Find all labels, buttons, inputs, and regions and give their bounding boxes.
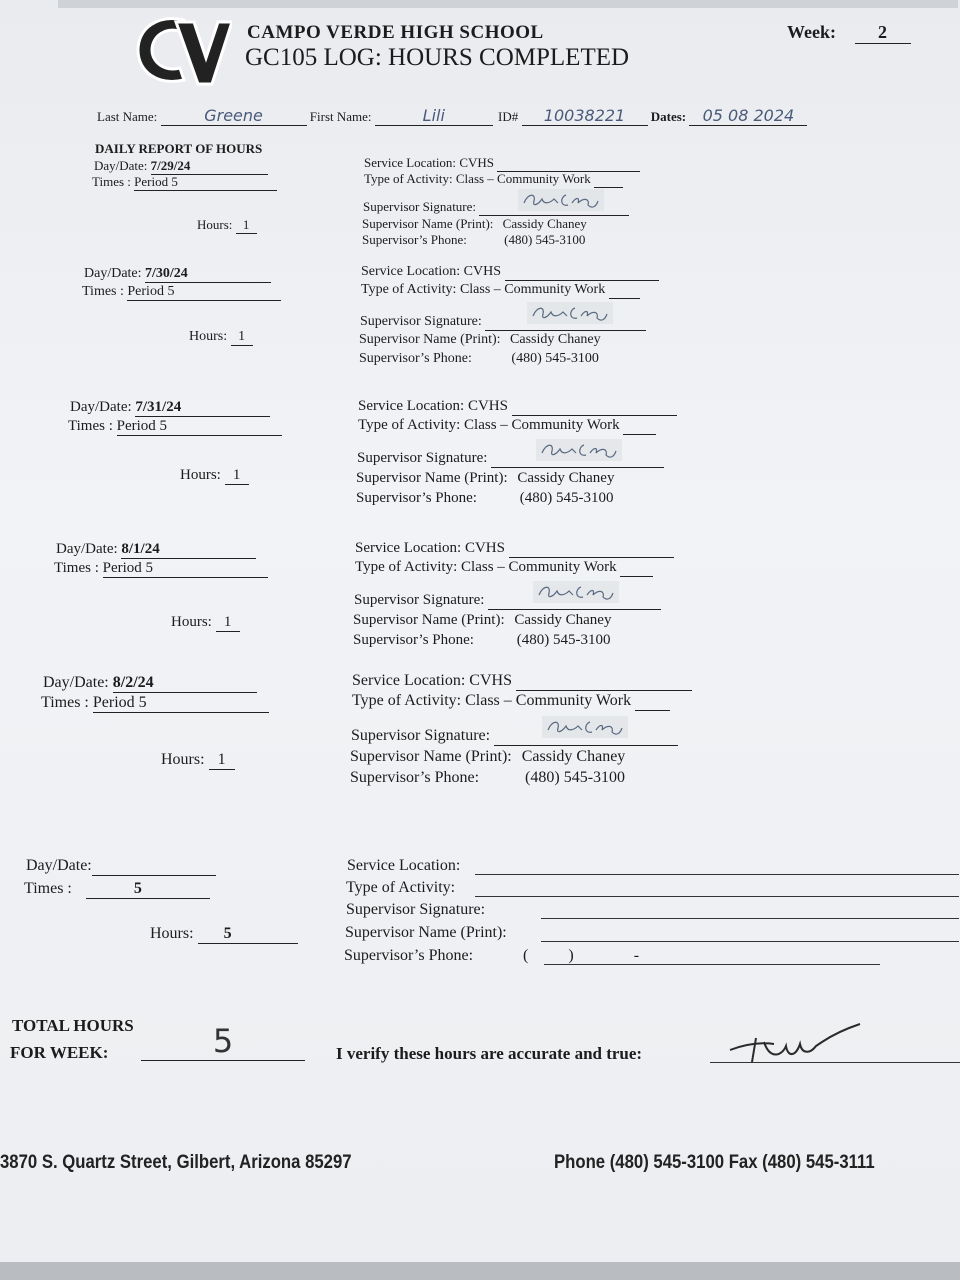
entry-hours-value: 1 — [231, 329, 253, 346]
day-date-label: Day/Date: — [43, 674, 109, 691]
footer-phone-fax: Phone (480) 545-3100 Fax (480) 545-3111 — [554, 1152, 875, 1173]
entry-supervisor-value: Cassidy Chaney — [517, 470, 615, 486]
day-date-label: Day/Date: — [84, 266, 142, 281]
dates-label: Dates: — [650, 109, 687, 124]
hours-label: Hours: — [197, 217, 233, 232]
entry-date-value: 8/1/24 — [121, 541, 256, 559]
entry-location-line — [512, 398, 677, 416]
phone-label: Supervisor’s Phone: — [362, 232, 467, 247]
entry-day-date — [94, 158, 268, 175]
entry-hours — [180, 467, 249, 485]
entry-supervisor-phone — [359, 351, 599, 367]
entry-supervisor-value: Cassidy Chaney — [502, 216, 587, 231]
service-location-label: Service Location: — [347, 857, 461, 874]
last-name-label: Last Name: — [97, 109, 158, 124]
entry-service-location — [358, 398, 677, 416]
entry-service-location — [355, 540, 674, 558]
blank-hours — [150, 925, 298, 944]
day-date-label: Day/Date: — [94, 158, 148, 173]
signature-label: Supervisor Signature: — [346, 901, 486, 918]
supervisor-signature-icon — [542, 716, 628, 738]
entry-phone-value: (480) 545-3100 — [516, 632, 611, 648]
times-label: Times : — [24, 880, 72, 897]
entry-signature — [351, 727, 678, 746]
times-label: Times : — [68, 418, 113, 434]
entry-date-value: 8/2/24 — [113, 674, 257, 693]
entry-service-location — [361, 264, 659, 281]
phone-label: Supervisor’s Phone: — [359, 351, 472, 366]
entry-times-value: Period 5 — [117, 418, 282, 436]
blank-service-location — [347, 857, 460, 875]
entry-activity-line — [609, 282, 640, 299]
section-title: DAILY REPORT OF HOURS — [95, 141, 263, 156]
entry-location-line — [497, 155, 640, 172]
entry-hours-value: 1 — [225, 467, 249, 485]
service-location-label: Service Location: — [364, 155, 457, 170]
entry-phone-value: (480) 545-3100 — [511, 351, 599, 366]
day-date-label: Day/Date: — [56, 541, 118, 557]
entry-activity — [361, 282, 640, 299]
entry-activity — [364, 171, 623, 188]
entry-times — [41, 694, 269, 713]
blank-supervisor-name-line — [541, 941, 959, 942]
entry-location-line — [516, 672, 692, 691]
blank-phone — [344, 947, 639, 965]
service-location-label: Service Location: — [358, 398, 465, 414]
entry-signature-line — [485, 314, 646, 331]
entry-times-value: Period 5 — [93, 694, 269, 713]
times-label: Times : — [82, 284, 124, 299]
entry-location-value: CVHS — [469, 672, 512, 689]
id-value: 10038221 — [522, 106, 648, 126]
student-signature-icon — [726, 1020, 866, 1066]
entry-hours-value: 1 — [209, 751, 235, 770]
supervisor-name-label: Supervisor Name (Print): — [353, 612, 505, 628]
service-location-label: Service Location: — [361, 264, 461, 279]
footer-address: 3870 S. Quartz Street, Gilbert, Arizona 85297 — [0, 1152, 352, 1173]
total-hours-field — [141, 1022, 305, 1061]
entry-location-line — [509, 540, 674, 558]
blank-phone-template: ( ) - — [523, 947, 640, 964]
id-label: ID# — [498, 109, 519, 124]
entry-supervisor-phone — [350, 769, 625, 787]
total-hours-label-1: TOTAL HOURS — [12, 1016, 134, 1035]
entry-day-date — [70, 399, 270, 417]
paper-edge — [58, 0, 958, 8]
entry-date-value: 7/30/24 — [145, 266, 271, 283]
blank-day-date-line — [92, 857, 216, 876]
entry-activity-value: Class – Community Work — [464, 417, 620, 433]
entry-location-value: CVHS — [467, 398, 508, 414]
times-label: Times : — [54, 560, 99, 576]
supervisor-name-label: Supervisor Name (Print): — [359, 332, 501, 347]
entry-supervisor-phone — [356, 490, 613, 507]
phone-label: Supervisor’s Phone: — [350, 769, 480, 786]
supervisor-signature-icon — [527, 302, 613, 324]
blank-activity — [346, 879, 455, 897]
service-location-label: Service Location: — [355, 540, 462, 556]
entry-times — [92, 174, 277, 191]
week-label: Week: — [787, 22, 836, 42]
entry-supervisor-phone — [353, 632, 610, 649]
service-location-label: Service Location: — [352, 672, 466, 689]
supervisor-name-label: Supervisor Name (Print): — [356, 470, 508, 486]
supervisor-signature-icon — [518, 189, 604, 211]
entry-phone-value: (480) 545-3100 — [504, 232, 586, 247]
entry-supervisor-name — [356, 470, 614, 487]
activity-label: Type of Activity: — [346, 879, 456, 896]
first-name-value: Lili — [375, 106, 493, 126]
phone-label: Supervisor’s Phone: — [344, 947, 474, 964]
signature-label: Supervisor Signature: — [357, 450, 488, 466]
entry-activity-value: Class – Community Work — [465, 692, 632, 709]
day-date-label: Day/Date: — [26, 857, 92, 874]
supervisor-name-label: Supervisor Name (Print): — [345, 924, 507, 941]
phone-label: Supervisor’s Phone: — [353, 632, 474, 648]
entry-supervisor-value: Cassidy Chaney — [514, 612, 612, 628]
entry-location-value: CVHS — [464, 540, 505, 556]
total-hours-label-2: FOR WEEK: — [10, 1043, 109, 1062]
entry-signature — [357, 450, 664, 468]
entry-times-value: Period 5 — [127, 284, 281, 301]
verify-label: I verify these hours are accurate and true: — [336, 1044, 643, 1063]
blank-activity-line — [475, 896, 959, 897]
entry-supervisor-phone — [362, 232, 585, 248]
entry-hours — [197, 217, 257, 234]
entry-hours-value: 1 — [236, 217, 257, 234]
activity-label: Type of Activity: — [355, 559, 458, 575]
entry-supervisor-name — [350, 748, 625, 766]
entry-activity-line — [623, 417, 656, 435]
activity-label: Type of Activity: — [364, 171, 453, 186]
blank-service-location-line — [475, 874, 959, 875]
entry-supervisor-value: Cassidy Chaney — [510, 332, 601, 347]
dates-value: 05 08 2024 — [689, 106, 807, 126]
entry-location-value: CVHS — [463, 264, 501, 279]
entry-hours — [189, 329, 253, 346]
entry-signature — [354, 592, 661, 610]
entry-signature — [360, 314, 646, 331]
times-label: Times : — [92, 174, 131, 189]
total-hours-value: 5 — [141, 1022, 305, 1061]
times-label: Times : — [41, 694, 89, 711]
entry-activity-line — [620, 559, 653, 577]
hours-label: Hours: — [171, 614, 212, 630]
entry-date-value: 7/29/24 — [151, 158, 268, 175]
entry-signature — [363, 199, 629, 216]
school-name: CAMPO VERDE HIGH SCHOOL — [247, 22, 544, 43]
log-title: GC105 LOG: HOURS COMPLETED — [245, 44, 630, 71]
entry-supervisor-name — [353, 612, 611, 629]
entry-location-line — [505, 264, 659, 281]
entry-activity-value: Class – Community Work — [461, 559, 617, 575]
signature-label: Supervisor Signature: — [360, 314, 482, 329]
supervisor-signature-icon — [536, 439, 622, 461]
signature-label: Supervisor Signature: — [351, 727, 491, 744]
hours-label: Hours: — [189, 329, 228, 344]
activity-label: Type of Activity: — [361, 282, 457, 297]
entry-times-value: Period 5 — [103, 560, 268, 578]
blank-times — [24, 880, 210, 899]
activity-label: Type of Activity: — [352, 692, 462, 709]
entry-day-date — [43, 674, 257, 693]
blank-times-mark: 5 — [133, 880, 142, 897]
blank-signature — [346, 901, 485, 919]
supervisor-name-label: Supervisor Name (Print): — [350, 748, 512, 765]
phone-label: Supervisor’s Phone: — [356, 490, 477, 506]
entry-activity — [352, 692, 670, 711]
entry-signature-line — [494, 727, 678, 746]
week-field — [787, 22, 911, 44]
entry-day-date — [84, 266, 271, 283]
entry-times — [68, 418, 282, 436]
entry-hours — [171, 614, 240, 632]
entry-phone-value: (480) 545-3100 — [519, 490, 614, 506]
blank-supervisor-name — [345, 924, 507, 942]
hours-label: Hours: — [180, 467, 221, 483]
blank-hours-mark: 5 — [223, 925, 232, 942]
blank-signature-line — [541, 918, 959, 919]
supervisor-signature-icon — [533, 581, 619, 603]
day-date-label: Day/Date: — [70, 399, 132, 415]
entry-times — [82, 284, 281, 301]
entry-times — [54, 560, 268, 578]
entry-service-location — [352, 672, 692, 691]
entry-activity — [358, 417, 656, 435]
entry-signature-line — [488, 592, 661, 610]
entry-activity — [355, 559, 653, 577]
entry-date-value: 7/31/24 — [135, 399, 270, 417]
blank-day-date — [26, 857, 216, 876]
entry-activity-value: Class – Community Work — [459, 282, 606, 297]
entry-activity-value: Class – Community Work — [455, 171, 591, 186]
signature-label: Supervisor Signature: — [363, 199, 477, 214]
entry-service-location — [364, 155, 640, 172]
entry-supervisor-name — [359, 332, 601, 348]
hours-label: Hours: — [161, 751, 205, 768]
first-name-label: First Name: — [309, 109, 372, 124]
student-info-row — [97, 106, 807, 126]
blank-phone-line — [544, 964, 880, 965]
last-name-value: Greene — [161, 106, 307, 126]
entry-signature-line — [491, 450, 664, 468]
entry-signature-line — [479, 199, 629, 216]
entry-hours — [161, 751, 235, 770]
blank-hours-line — [198, 925, 298, 944]
week-value: 2 — [855, 22, 911, 44]
entry-day-date — [56, 541, 256, 559]
activity-label: Type of Activity: — [358, 417, 461, 433]
entry-activity-line — [635, 692, 670, 711]
entry-times-value: Period 5 — [134, 174, 277, 191]
hours-label: Hours: — [150, 925, 194, 942]
cv-logo-icon — [132, 12, 232, 88]
entry-hours-value: 1 — [216, 614, 240, 632]
entry-phone-value: (480) 545-3100 — [525, 769, 626, 786]
entry-supervisor-value: Cassidy Chaney — [521, 748, 626, 765]
supervisor-name-label: Supervisor Name (Print): — [362, 216, 494, 231]
entry-location-value: CVHS — [459, 155, 494, 170]
entry-activity-line — [594, 171, 623, 188]
signature-label: Supervisor Signature: — [354, 592, 485, 608]
entry-supervisor-name — [362, 216, 587, 232]
blank-times-line — [86, 880, 210, 899]
